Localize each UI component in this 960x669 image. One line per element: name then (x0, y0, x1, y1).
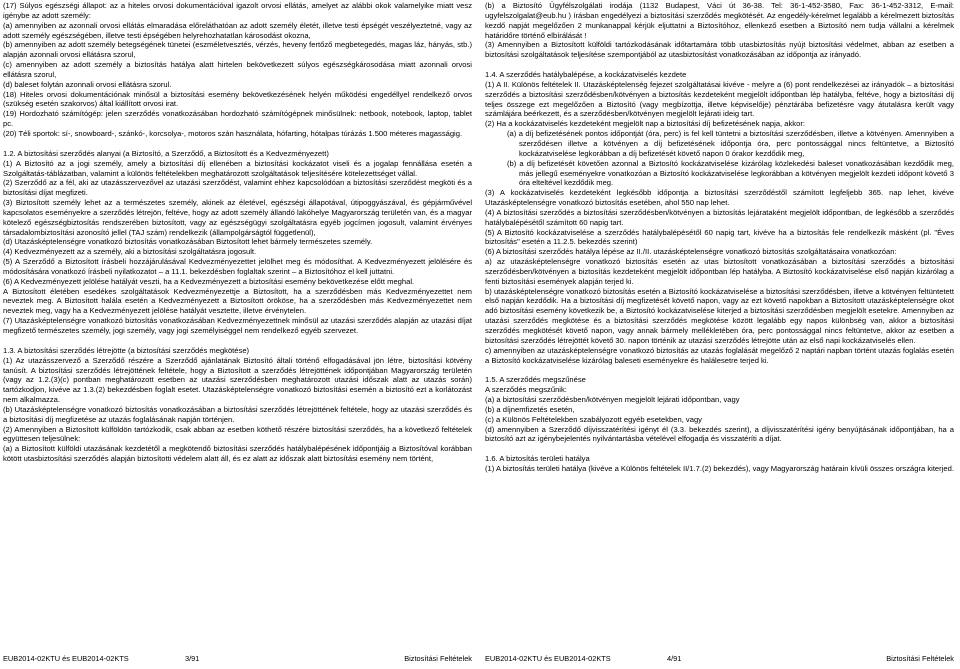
paragraph: (1) A biztosítás területi hatálya (kivéve a Különös feltételek II/1.7.(2) bekezdés), vagy Magyarország határain kívüli összes országra kiterjed. (485, 464, 954, 474)
footer-document-title: Biztosítási Feltételek (404, 654, 472, 663)
paragraph: A szerződés megszűnik: (485, 385, 567, 395)
paragraph: (d) Utazásképtelenségre vonatkozó biztosítás vonatkozásában Biztosított lehet bármely természetes személy. (3, 237, 373, 247)
paragraph: b) utazásképtelenségre vonatkozó biztosítás esetén a Biztosító kockázatviselése a biztosítási szerződésben, illetve a kötvényen feltüntetett első napján kezdődik. Ha a biztosítási díj megfizetését követő napon, vagy az ezt követő napokban a Biztosított utazásképtelenségre okot adó biztosítási esemény következik be, a Biztosító kockázatviselése kiterjed a biztosítási szerződésben megjelölt esetekre. Amennyiben az utazási szerződés megkötése és a biztosítási szerződés megkötése között legalább egy napos különbség van, akkor a biztosítási szerződés megkötését követő napon, vagy annak bármely mellékletében óra, perc pontossággal nincs feltüntetve, akkor az esetben a biztosítási szerződés létrejöttét követő 30. napon történik az utazási szerződés létrejötte után az első napi kockázatviselés ellen. (485, 286, 954, 345)
list-item: (a) a biztosítási szerződésben/kötvényen megjelölt lejárati időpontban, vagy (485, 395, 740, 405)
paragraph: A Biztosított életében esedékes szolgáltatások Kedvezményezettje a Biztosított, ha a szerződésben más Kedvezményezettet nem neveztek meg. A Biztosított halála esetén a Kedvezményezett a Biztosított örököse, ha a szerződésben más Kedvezményezettet nem neveztek meg, vagy ha a Kedvezményezett jelölése hatályát vesztette, illetve érvénytelen. (3, 286, 472, 316)
paragraph: (1) A II. Különös feltételek II. Utazásképtelenség fejezet szolgáltatásai kivéve - melyre a (6) pont rendelkezései az irányadók – a biztosítási szerződés a biztosítási szerződésben/kötvényen a biztosítás kezdeteként megjelölt időpontban lép hatályba, feltéve, hogy a biztosítási díj teljes összege ezt megelőzően a Biztosító (vagy megbízottja, illetve képviselője) pénztárába befizetésre vagy átutalásra került vagy számlájára beérkezett, és a szerződésben/kötvényen megjelölt lejárati ideig tart. (485, 79, 954, 119)
section-heading-1-5: 1.5. A szerződés megszűnése (485, 375, 586, 385)
page-footer (485, 653, 954, 665)
paragraph: (5) A Szerződő a Biztosított írásbeli hozzájárulásával Kedvezményezettet jelölhet meg és módosíthat. A Kedvezményezett jelölésére és módosítására vonatkozó írásbeli nyilatkozatot – a 11.1. bekezdésben foglaltak szerint – a Biztosítóhoz el kell juttatni. (3, 257, 472, 276)
paragraph: (1) A Biztosító az a jogi személy, amely a biztosítási díj ellenében a biztosítási kockázatot viseli és a jogalap fennállása esetén a Szolgáltatás-táblázatban, valamint a különös feltételekben meghatározott szolgáltatások teljesítésére kötelezettséget vállal. (3, 158, 472, 178)
paragraph: (3) A kockázatviselés kezdeteként legkésőbb időpontja a biztosítási szerződéstől számított legfeljebb 365. nap lehet, kivéve Utazásképtelenségre vonatkozó biztosítás esetében, ahol 550 nap lehet. (485, 188, 954, 208)
paragraph: (6) A Kedvezményezett jelölése hatályát veszti, ha a Kedvezményezett a biztosítási esemény bekövetkezése előtt meghal. (3, 276, 415, 286)
paragraph: (2) Ha a kockázatviselés kezdeteként megjelölt nap a biztosítási díj befizetésének napja, akkor: (485, 119, 805, 129)
footer-document-title: Biztosítási Feltételek (886, 654, 954, 663)
section-heading-1-4: 1.4. A szerződés hatálybalépése, a kockázatviselés kezdete (485, 70, 687, 80)
page-body (0, 0, 478, 647)
paragraph: (2) Amennyiben a Biztosított külföldön tartózkodik, csak abban az esetben köthető részére biztosítási szerződés, ha a következő feltételek együttesen teljesülnek: (3, 424, 472, 444)
list-item: (a) a díj befizetésének pontos időpontját (óra, perc) is fel kell tüntetni a biztosítási szerződésben, illetve a kötvényen. Amennyiben a szerződésen illetve a kötvényen a díj befizetésének időpontja óra, perc pontossággal nincs feltüntetve, a Biztosító kockázatviselése legkorábban a díj befizetését követő napon 0 órakor kezdődik meg, (507, 129, 954, 158)
paragraph: a) az utazásképtelenségre vonatkozó biztosítás esetén az utas biztosított vonatkozásában a biztosítási szerződés a biztosítási szerződésben/kötvényen a biztosítás kezdeteként megjelölt időpontban lép hatályba. A Biztosító kockázatviselése első napján kizárólag a fenti biztosítási események alapján terjed ki. (485, 257, 954, 286)
footer-document-code: EUB2014-02KTU és EUB2014-02KTS (485, 654, 611, 663)
paragraph: (b) Utazásképtelenségre vonatkozó biztosítás vonatkozásában a biztosítási szerződés létrejöttének feltétele, hogy az utazási szerződés és a biztosítási díj megfizetése az utazás foglalásának napján történjen. (3, 404, 472, 424)
definition-20: (20) Téli sportok: sí-, snowboard-, szánkó-, korcsolya-, motoros szán használata, hófarting, hótalpas túrázás 1.500 méteres magasságig. (3, 128, 463, 138)
page-footer (3, 653, 472, 665)
paragraph: (1) Az utazásszervező a Szerződő részére a Szerződő ajánlatának Biztosító általi történő elfogadásával jön létre, biztosítási kötvény tanúsít. A biztosítási szerződés létrejöttének feltétele, hogy a Biztosított a szerződés létrejöttének időpontjában Magyarország területén (vagy az 1.2.(3)(c) pontban meghatározott esetben az utazási szerződésben meghatározott utazási időszak alatt az utazás során) tartózkodjon, kivéve az 1.3.(2) bekezdésben foglalt esetet. Utazásképtelenségre vonatkozó biztosítási esemén a biztosító ezt a korlátozást nem alkalmazza. (3, 355, 472, 405)
footer-document-code: EUB2014-02KTU és EUB2014-02KTS (3, 654, 129, 663)
paragraph: (b) a Biztosító Ügyfélszolgálati irodája (1132 Budapest, Váci út 36-38. Tel: 36-1-452-3580, Fax: 36-1-452-3312, E-mail: ugyfelszolgalat@eub.hu ) írásban engedélyezi a biztosítási szerződés megkötését. Az engedély-kérelmet legalább a kérelmezett biztosítás kezdő napját megelőzően 2 munkanappal kérjük eljuttatni a Biztosítóhoz, ellenkező esetben a Biztosító nem tudja vállalni a kérelmek határidőre történő elbírálását ! (485, 1, 954, 40)
paragraph: (2) Szerződő az a fél, aki az utazásszervezővel az utazási szerződést, valamint ehhez kapcsolódóan a biztosítási szerződést megköti és a biztosítási díjat megfizeti. (3, 178, 472, 198)
footer-page-number: 4/91 (667, 654, 682, 663)
list-item: (c) a Különös Feltételekben szabályozott egyéb esetekben, vagy (485, 414, 702, 424)
section-heading-1-2: 1.2. A biztosítási szerződés alanyai (a Biztosító, a Szerződő, a Biztosított és a Kedvezményezett) (3, 148, 329, 158)
list-item: (b) a díj befizetését követően azonnal a Biztosító kockázatviselése kizárólag közlekedési baleset vonatkozásában kezdődik meg, más jellegű eseményekre vonatkozóan a Biztosító kockázatviselése legkorábban a kötvényen megjelölt kezdeti időpont követő 3 óra elteltével kezdődik meg. (507, 158, 954, 188)
list-item: (d) amennyiben a Szerződő díjvisszatérítési igényt él (3.3. bekezdés szerint), a díjvisszatérítési igény benyújtásának időpontjában, ha a biztosító azt az igénybejelentés nyilvántartásba vételével elfogadja és visszatéríti a díjat. (485, 424, 954, 444)
definition-17-d: (d) baleset folytán azonnali orvosi ellátásra szorul. (3, 79, 172, 89)
definition-17-a: (a) amennyiben az azonnali orvosi ellátás elmaradása előreláthatóan az adott személy életét, illetve testi épségét veszélyeztetné, vagy az adott személy egészségében, illetve testi épségében helyrehozhatatlan károsodást okozna, (3, 20, 472, 40)
paragraph: c) amennyiben az utazásképtelenségre vonatkozó biztosítás az utazás foglalását megelőző 2 naptári napban történt utazás foglalás esetén a Biztosító kockázatviselése kizárólag baleseti eseményekre és halálesetre terjed ki. (485, 345, 954, 365)
definition-19: (19) Hordozható számítógép: jelen szerződés vonatkozásában hordozható számítógépnek minősülnek: netbook, notebook, laptop, tablet pc. (3, 109, 472, 129)
definition-18: (18) Hiteles orvosi dokumentációnak minősül a biztosítási esemény bekövetkezésének helyén működési engedéllyel rendelkező orvos (szükség esetén szakorvos) által kiállított orvosi irat. (3, 89, 472, 109)
paragraph: (5) A Biztosító kockázatviselése a szerződés hatálybalépésétől 60 napig tart, kivéve ha a biztosítás fele rendelkezik másként (pl. "Éves biztosítás" esetén a 11.2.5. bekezdés szerint) (485, 227, 954, 247)
page-body (482, 0, 960, 647)
paragraph: (7) Utazásképtelenségre vonatkozó biztosítás vonatkozásában Kedvezményezettnek minősül az utazási szerződés alapján az utazási díjat megfizető természetes személy, jogi személy, vagy jogi személyiséggel nem rendelkező egyéb szervezet. (3, 316, 472, 335)
paragraph: (3) Biztosított személy lehet az a természetes személy, akinek az életével, egészségi állapotával, útipoggyászával, és gépjárművével kapcsolatos eseményekre a szerződés létrejön, feltéve, hogy az adott személy állandó lakóhelye Magyarország területén van, és a magyar kötelező egészségbiztosítás rendszerében biztosított, vagy az egészségügyi szolgáltatásra egyéb jogcímen jogosult, valamint érvényes társadalombiztosítási azonosító jellel (TAJ szám) rendelkezik (állampolgárságtól függetlenül), (3, 198, 472, 237)
paragraph: (6) A biztosítási szerződés hatálya lépése az II./II. utazásképtelenségre vonatkozó biztosítás szolgáltatásaira vonatkozóan: (485, 247, 897, 257)
paragraph: (4) A biztosítási szerződés a biztosítási szerződésben/kötvényen a biztosítás lejárataként megjelölt időpontban, de legkésőbb a szerződés hatálybalépésétől számított 60 napig tart. (485, 207, 954, 227)
definition-17: (17) Súlyos egészségi állapot: az a hiteles orvosi dokumentációval igazolt orvosi ellátás, amelyet az alábbi okok valamelyike miatt vesz igénybe az adott személy: (3, 1, 472, 20)
paragraph: (a) a Biztosított külföldi utazásának kezdetétől a megkötendő biztosítási szerződés hatálybalépésének időpontjáig a Biztosítóval korábban kötött utasbiztosítási szerződés alapján biztosítotti védelem alatt áll, és ez alatt az időszak alatt biztosítási esemény nem történt, (3, 444, 472, 464)
footer-page-number: 3/91 (185, 654, 200, 663)
list-item: (b) a díjnemfizetés esetén, (485, 404, 575, 414)
paragraph: (3) Amennyiben a Biztosított külföldi tartózkodásának időtartamára több utasbiztosítás nyújt biztosítási védelmet, abban az esetben a biztosítási szolgáltatások teljesítése szempontjából az utasbiztosítást vonatkozásában az időpontja az irányadó. (485, 40, 954, 60)
definition-17-b: (b) amennyiben az adott személy betegségének tünetei (eszméletvesztés, vérzés, heveny fertőző megbetegedés, magas láz, hányás, stb.) alapján azonnali orvosi ellátásra szorul, (3, 40, 472, 60)
document-page-right (482, 0, 960, 669)
document-page-left (0, 0, 478, 669)
definition-17-c: (c) amennyiben az adott személy a biztosítás hatálya alatt hirtelen bekövetkezett súlyos egészségkárosodása miatt azonnali orvosi ellátásra szorul, (3, 60, 472, 79)
paragraph: (4) Kedvezményezett az a személy, aki a biztosítási szolgáltatásra jogosult. (3, 247, 257, 257)
section-heading-1-6: 1.6. A biztosítás területi hatálya (485, 454, 590, 464)
section-heading-1-3: 1.3. A biztosítási szerződés létrejötte (a biztosítási szerződés megkötése) (3, 345, 250, 355)
